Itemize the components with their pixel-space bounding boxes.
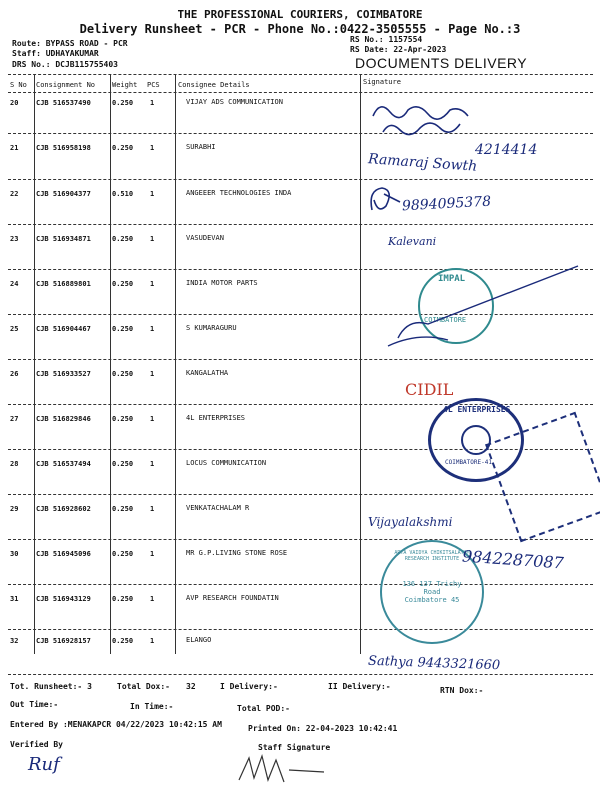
row-consignment-no: CJB 516829846 [36,415,91,423]
row-separator [8,629,593,630]
row-sno: 32 [10,637,19,645]
total-runsheet: Tot. Runsheet:- 3 [10,682,92,691]
row-pcs: 1 [150,595,155,603]
col-header-consignee: Consignee Details [178,81,250,89]
runsheet-title: Delivery Runsheet - PCR - Phone No.:0422-3505555 - Page No.:3 [79,22,521,36]
row-consignment-no: CJB 516537490 [36,99,91,107]
row-consignee: INDIA MOTOR PARTS [186,279,258,287]
total-pod-label: Total POD:- [237,704,290,713]
handwritten-phone-row-22: 9894095378 [401,193,492,215]
col-divider-sno [34,74,35,654]
table-header-rule [8,92,593,93]
signature-row-22 [364,180,404,220]
row-pcs: 1 [150,190,155,198]
row-sno: 27 [10,415,19,423]
signature-row-20 [368,96,488,141]
row-separator [8,224,593,225]
col-header-sno: S No [10,81,27,89]
row-pcs: 1 [150,325,155,333]
row-sno: 25 [10,325,19,333]
row-consignment-no: CJB 516889801 [36,280,91,288]
route-label: Route: BYPASS ROAD - PCR [12,39,128,48]
row-consignee: ELANGO [186,636,212,644]
row-consignment-no: CJB 516928602 [36,505,91,513]
documents-delivery-label: DOCUMENTS DELIVERY [355,55,528,71]
row-weight: 0.250 [112,325,134,333]
drs-label: DRS No.: DCJB115755403 [12,60,118,69]
handwritten-name-row-32: Sathya 9443321660 [367,653,501,674]
row-weight: 0.250 [112,505,134,513]
row-consignment-no: CJB 516928157 [36,637,91,645]
row-separator [8,133,593,134]
row-weight: 0.250 [112,370,134,378]
row-consignee: S KUMARAGURU [186,324,237,332]
row-pcs: 1 [150,280,155,288]
row-weight: 0.250 [112,595,134,603]
row-consignee: ANGEEER TECHNOLOGIES INDA [186,189,292,197]
staff-signature [234,750,344,790]
row-weight: 0.250 [112,235,134,243]
row-weight: 0.250 [112,550,134,558]
row-consignee: 4L ENTERPRISES [186,414,246,422]
row-consignee: MR G.P.LIVING STONE ROSE [186,549,288,557]
row-pcs: 1 [150,235,155,243]
row-sno: 24 [10,280,19,288]
entered-by: Entered By :MENAKAPCR 04/22/2023 10:42:15 AM [10,720,222,729]
handwritten-phone-row-30: 9842287087 [461,546,565,573]
col-header-weight: Weight [112,81,138,89]
row-consignee: LOCUS COMMUNICATION [186,459,267,467]
row-separator [8,584,593,585]
table-top-rule [8,74,593,75]
staff-label: Staff: UDHAYAKUMAR [12,49,99,58]
row-weight: 0.510 [112,190,134,198]
row-consignment-no: CJB 516537494 [36,460,91,468]
verified-by-signature: Ruf [28,754,60,775]
handwritten-name-row-21: Ramaraj Sowth [367,151,478,175]
row-consignee: VASUDEVAN [186,234,224,242]
row-sno: 31 [10,595,19,603]
impal-stamp-name: IMPAL [438,274,466,284]
company-title: THE PROFESSIONAL COURIERS, COIMBATORE [177,8,423,21]
row-separator [8,674,593,675]
ii-delivery-label: II Delivery:- [328,682,391,691]
row-consignment-no: CJB 516945096 [36,550,91,558]
row-sno: 30 [10,550,19,558]
col-divider-consignee [360,74,361,654]
row-pcs: 1 [150,144,155,152]
row-consignee: SURABHI [186,143,216,151]
enterprises-stamp-name: 4L ENTERPRISES [443,405,511,414]
handwritten-name-row-29: Vijayalakshmi [368,515,453,529]
verified-by-label: Verified By [10,740,63,749]
row-pcs: 1 [150,550,155,558]
row-consignee: AVP RESEARCH FOUNDATIN [186,594,279,602]
institute-stamp-address: 136 137 Trichy Road Coimbatore 45 [402,580,462,604]
row-consignment-no: CJB 516958198 [36,144,91,152]
col-header-pcs: PCS [147,81,160,89]
handwritten-number-row-21: 4214414 [475,142,538,158]
rs-date-label: RS Date: 22-Apr-2023 [350,45,447,54]
col-header-consignment: Consignment No [36,81,96,89]
col-divider-pcs [175,74,176,654]
rtn-dox-label: RTN Dox:- [440,686,484,695]
impal-stamp-city: COIMBATORE [424,316,467,324]
handwritten-name-row-23: Kalevani [388,235,437,248]
col-header-signature: Signature [363,78,401,86]
rs-no-label: RS No.: 1157554 [350,35,423,44]
signature-row-24-25 [378,258,598,348]
total-dox-value: 32 [186,682,196,691]
staff-signature-label: Staff Signature [258,743,331,752]
row-sno: 29 [10,505,19,513]
row-pcs: 1 [150,505,155,513]
row-consignment-no: CJB 516904377 [36,190,91,198]
row-sno: 28 [10,460,19,468]
handwritten-note-row-26: CIDIL [405,380,454,399]
total-dox-label: Total Dox:- [117,682,170,691]
row-consignment-no: CJB 516934871 [36,235,91,243]
in-time-label: In Time:- [130,702,174,711]
row-consignee: VENKATACHALAM R [186,504,250,512]
row-weight: 0.250 [112,144,134,152]
row-pcs: 1 [150,415,155,423]
row-consignment-no: CJB 516904467 [36,325,91,333]
row-pcs: 1 [150,460,155,468]
row-weight: 0.250 [112,415,134,423]
out-time-label: Out Time:- [10,700,59,709]
institute-stamp-name: ARYA VAIDYA CHIKITSALAYAM RESEARCH INSTITUTE [394,550,470,562]
row-weight: 0.250 [112,99,134,107]
row-pcs: 1 [150,370,155,378]
row-weight: 0.250 [112,637,134,645]
row-consignment-no: CJB 516943129 [36,595,91,603]
row-pcs: 1 [150,637,155,645]
printed-on: Printed On: 22-04-2023 10:42:41 [248,724,398,733]
enterprises-stamp-city: COIMBATORE-41 [445,459,492,466]
row-weight: 0.250 [112,280,134,288]
row-sno: 21 [10,144,19,152]
row-weight: 0.250 [112,460,134,468]
row-separator [8,539,593,540]
i-delivery-label: I Delivery:- [220,682,278,691]
row-sno: 26 [10,370,19,378]
row-pcs: 1 [150,99,155,107]
col-divider-cno [110,74,111,654]
row-sno: 20 [10,99,19,107]
row-separator [8,179,593,180]
row-separator [8,359,593,360]
row-consignment-no: CJB 516933527 [36,370,91,378]
row-sno: 22 [10,190,19,198]
row-consignee: KANGALATHA [186,369,229,377]
row-sno: 23 [10,235,19,243]
row-consignee: VIJAY ADS COMMUNICATION [186,98,283,106]
